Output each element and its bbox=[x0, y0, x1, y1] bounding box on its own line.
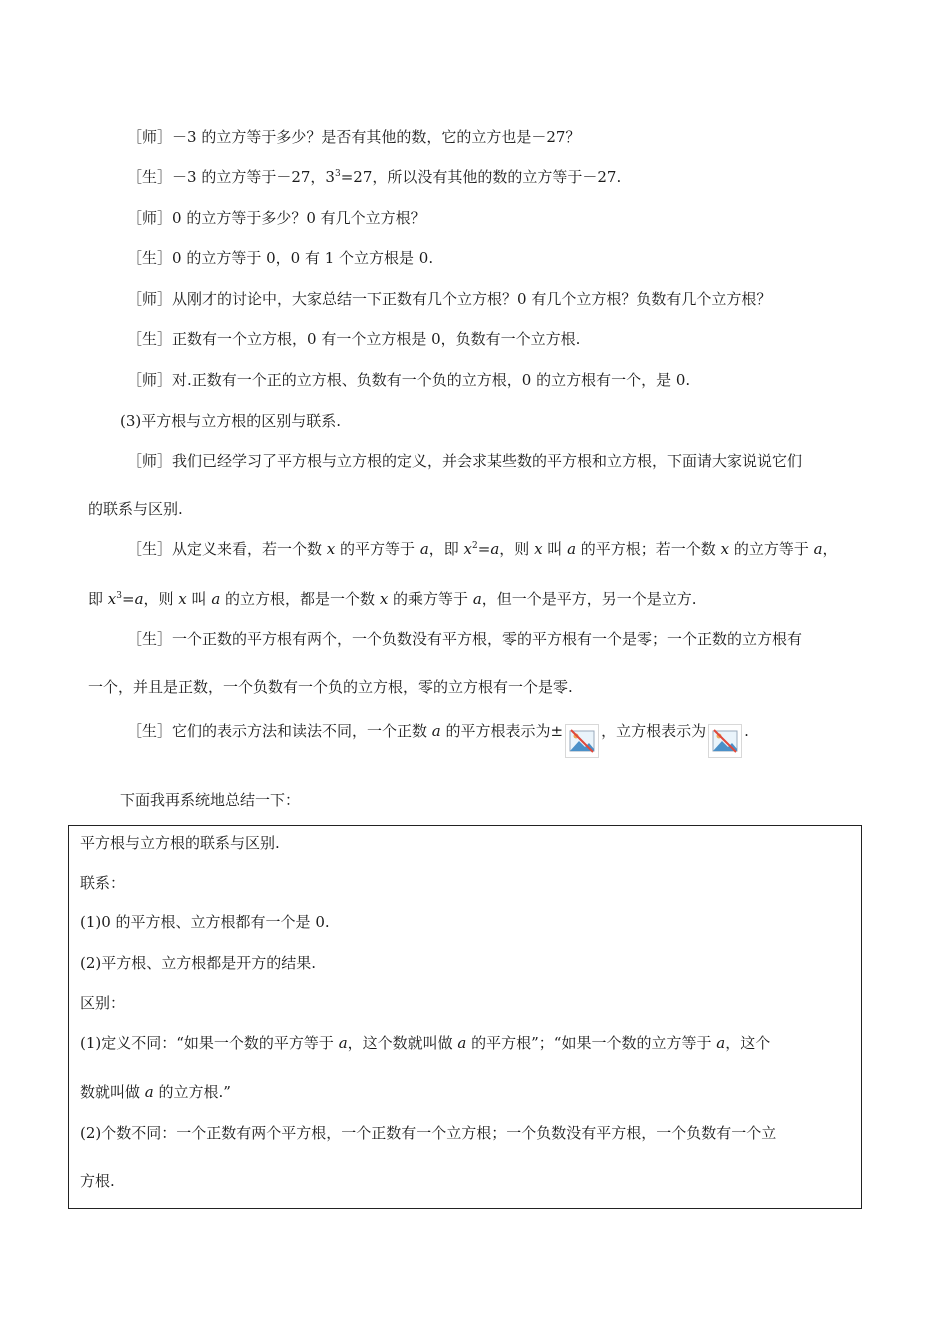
speaker-tag: ［师］ bbox=[127, 290, 173, 308]
dialogue-line: ［生］正数有一个立方根，0 有一个立方根是 0，负数有一个立方根. bbox=[127, 330, 581, 348]
dialogue-line: ［生］一个正数的平方根有两个，一个负数没有平方根，零的平方根有一个是零；一个正数的立方根有 bbox=[127, 630, 803, 648]
dialogue-line: ［生］从定义来看，若一个数 x 的平方等于 a，即 $x^2=a$，则 x 叫 a 的平方根；若一个数 x 的立方等于 a， bbox=[127, 540, 838, 558]
summary-intro: 下面我再系统地总结一下： bbox=[120, 791, 301, 809]
box-line: 联系： bbox=[80, 874, 126, 892]
speaker-tag: ［师］ bbox=[127, 128, 173, 146]
dialogue-line: ［生］它们的表示方法和读法不同，一个正数 a 的平方根表示为± ，立方根表示为 . bbox=[127, 721, 749, 758]
box-line: 区别： bbox=[80, 994, 126, 1012]
speaker-tag: ［生］ bbox=[127, 540, 173, 558]
dialogue-line: ［师］从刚才的讨论中，大家总结一下正数有几个立方根？0 有几个立方根？负数有几个立方根？ bbox=[127, 290, 772, 308]
box-line-continuation: 数就叫做 a 的立方根.” bbox=[80, 1083, 231, 1101]
dialogue-line-continuation: 一个，并且是正数，一个负数有一个负的立方根，零的立方根有一个是零. bbox=[88, 678, 573, 696]
broken-image-icon bbox=[565, 724, 599, 758]
box-title: 平方根与立方根的联系与区别. bbox=[80, 834, 280, 852]
broken-image-icon bbox=[708, 724, 742, 758]
summary-box bbox=[68, 825, 862, 1209]
dialogue-line: ［师］对.正数有一个正的立方根、负数有一个负的立方根，0 的立方根有一个，是 0. bbox=[127, 371, 691, 389]
dialogue-line: ［师］－3 的立方等于多少？是否有其他的数，它的立方也是－27？ bbox=[127, 128, 581, 146]
box-line: (1)0 的平方根、立方根都有一个是 0. bbox=[80, 913, 330, 931]
speaker-tag: ［生］ bbox=[127, 330, 173, 348]
box-line: (1)定义不同：“如果一个数的平方等于 a，这个数就叫做 a 的平方根”；“如果一个数的立方等于 a，这个 bbox=[80, 1034, 771, 1052]
speaker-tag: ［师］ bbox=[127, 452, 173, 470]
speaker-tag: ［生］ bbox=[127, 722, 173, 740]
section-heading: (3)平方根与立方根的区别与联系. bbox=[120, 412, 342, 430]
speaker-tag: ［生］ bbox=[127, 249, 173, 267]
dialogue-line: ［师］0 的立方等于多少？0 有几个立方根？ bbox=[127, 209, 426, 227]
dialogue-line: ［生］－3 的立方等于－27，$3^3=27$，所以没有其他的数的立方等于－27. bbox=[127, 168, 622, 186]
speaker-tag: ［生］ bbox=[127, 630, 173, 648]
speaker-tag: ［师］ bbox=[127, 371, 173, 389]
dialogue-line-continuation: 即 $x^3=a$，则 x 叫 a 的立方根，都是一个数 x 的乘方等于 a，但一个是平方，另一个是立方. bbox=[88, 590, 697, 608]
dialogue-line: ［生］0 的立方等于 0，0 有 1 个立方根是 0. bbox=[127, 249, 434, 267]
speaker-tag: ［生］ bbox=[127, 168, 173, 186]
box-line: (2)平方根、立方根都是开方的结果. bbox=[80, 954, 317, 972]
box-line-continuation: 方根. bbox=[80, 1172, 115, 1190]
speaker-tag: ［师］ bbox=[127, 209, 173, 227]
dialogue-line: ［师］我们已经学习了平方根与立方根的定义，并会求某些数的平方根和立方根，下面请大家说说它们 bbox=[127, 452, 803, 470]
dialogue-line-continuation: 的联系与区别. bbox=[88, 500, 183, 518]
box-line: (2)个数不同：一个正数有两个平方根，一个正数有一个立方根；一个负数没有平方根，一个负数有一个立 bbox=[80, 1124, 777, 1142]
